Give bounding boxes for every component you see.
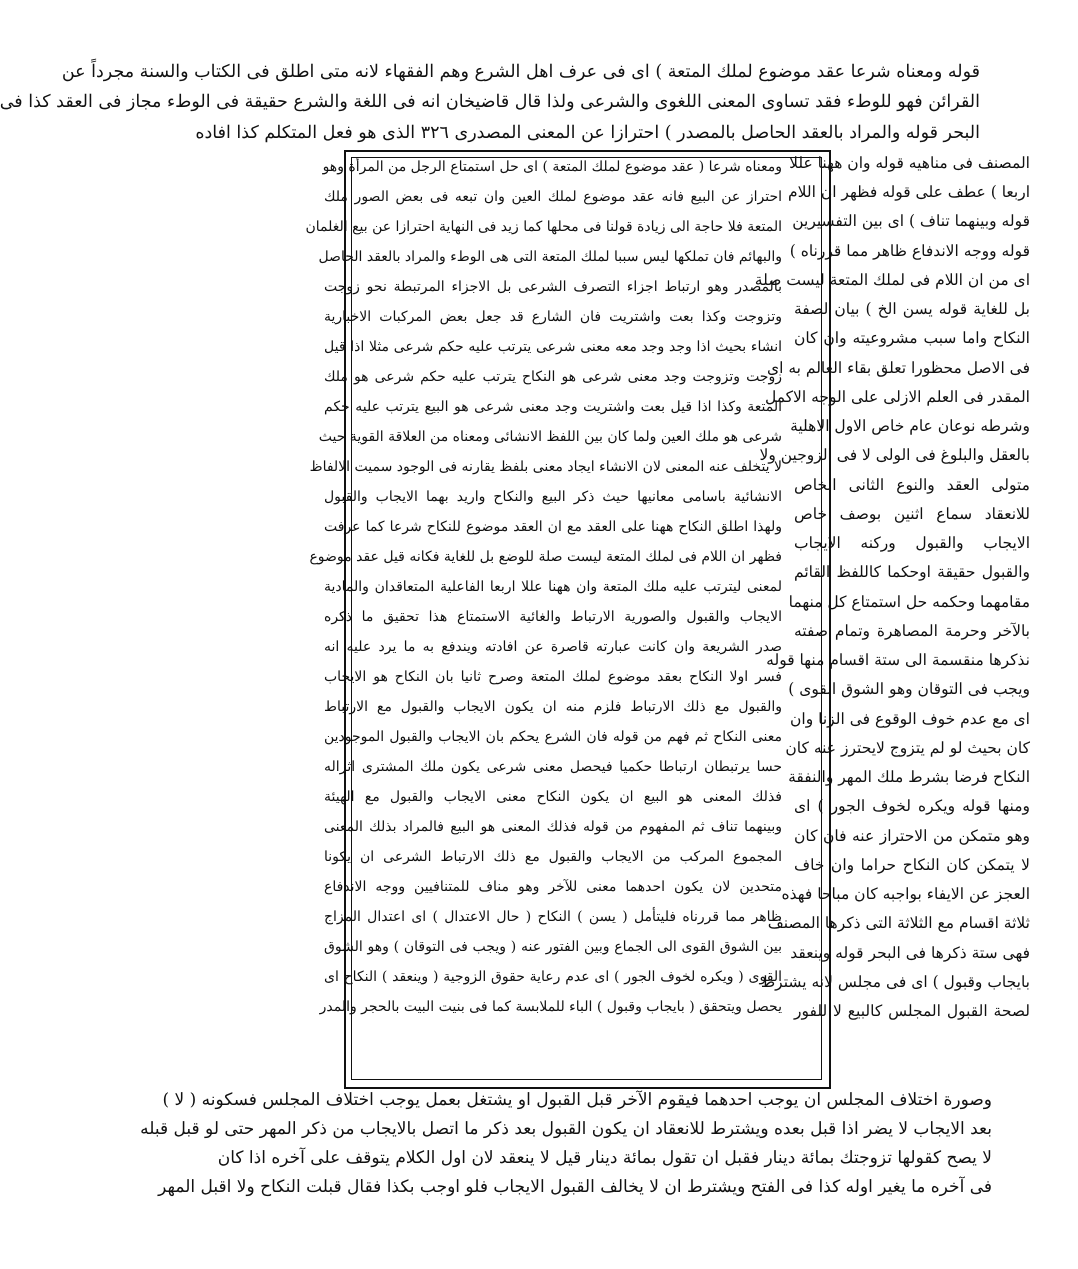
main-line: معنى النكاح ثم فهم من قوله فان الشرع يحكم بان الايجاب والقبول الموجودين <box>324 729 782 745</box>
margin-line: ثلاثة اقسام مع الثلاثة التى ذكرها المصنف <box>767 914 1030 932</box>
margin-line: المصنف فى مناهيه قوله وان ههنا عللا <box>789 154 1030 172</box>
main-line: فسر اولا النكاح بعقد موضوع لملك المتعة وصرح ثانيا بان النكاح هو الايجاب <box>324 669 782 685</box>
margin-line: بالعقل والبلوغ فى الولى لا فى الزوجين ولا <box>759 446 1030 464</box>
bottom-line: لا يصح كقولها تزوجتك بمائة دينار فقبل ان تقول بمائة دينار قيل لا ينعقد لان اول الكلام يتوقف على آخره اذا كان <box>217 1148 992 1168</box>
margin-line: ويجب فى التوقان وهو الشوق القوى ) <box>788 680 1030 698</box>
main-line: والبهائم فان تملكها ليس سببا لملك المتعة التى هى الوطء والمراد بالعقد الحاصل <box>318 249 782 265</box>
margin-line: العجز عن الايفاء بواجبه كان مباحا فهذه <box>781 885 1030 903</box>
margin-line: المقدر فى العلم الازلى على الوجه الاكمل <box>764 388 1030 406</box>
margin-line: اى من ان اللام فى لملك المتعة ليست صلة <box>754 271 1030 289</box>
margin-line: فهى ستة ذكرها فى البحر قوله وينعقد <box>790 944 1030 962</box>
main-line: متحدين لان يكون احدهما معنى للآخر وهو مناف للمتنافيين ووجه الاندفاع <box>324 879 782 895</box>
bottom-line: فى آخره ما يغير اوله كذا فى الفتح ويشترط ان لا يخالف القبول الايجاب فلو اوجب بكذا فقال قبلت النكاح ولا اقبل المهر <box>158 1177 992 1197</box>
margin-line: متولى العقد والنوع الثانى الخاص <box>794 476 1030 494</box>
margin-line: اربعا ) عطف على قوله فظهر ان اللام <box>788 183 1030 201</box>
main-line: احتراز عن البيع فانه عقد موضوع لملك العين وان تبعه فى بعض الصور ملك <box>324 189 782 205</box>
main-line: وتزوجت وكذا بعت واشتريت فان الشارع قد جعل بعض المركبات الاخبارية <box>324 309 782 325</box>
margin-line: قوله ووجه الاندفاع ظاهر مما قررناه ) <box>789 242 1030 260</box>
main-line: لا يتخلف عنه المعنى لان الانشاء ايجاد معنى بلفظ يقارنه فى الوجود سميت الالفاظ <box>309 459 782 475</box>
main-line: المجموع المركب من الايجاب والقبول مع ذلك الارتباط الشرعى ان يكونا <box>324 849 782 865</box>
main-line: ظاهر مما قررناه فليتأمل ( يسن ) النكاح ( حال الاعتدال ) اى اعتدال المزاج <box>324 909 782 925</box>
margin-line: للانعقاد سماع اثنين بوصف خاص <box>794 505 1030 523</box>
margin-line: بايجاب وقبول ) اى فى مجلس لانه يشترط <box>760 973 1030 991</box>
main-line: المتعة فلا حاجة الى زيادة قولنا فى محلها كما زيد فى النهاية احترازا عن بيع الغلمان <box>305 219 782 235</box>
margin-line: فى الاصل محظورا تعلق بقاء العالم به اى <box>766 359 1030 377</box>
margin-line: لا يتمكن كان النكاح حراما وان خاف <box>794 856 1030 874</box>
margin-line: لصحة القبول المجلس كالبيع لا للفور <box>794 1002 1030 1020</box>
main-line: القوى ( ويكره لخوف الجور ) اى عدم رعاية حقوق الزوجية ( وينعقد ) النكاح اى <box>324 969 782 985</box>
margin-line: ومنها قوله ويكره لخوف الجور ) اى <box>794 797 1030 815</box>
bottom-line: وصورة اختلاف المجلس ان يوجب احدهما فيقوم الآخر قبل القبول او يشتغل بعمل يوجب اختلاف المجلس فسكونه ( لا ) <box>162 1090 992 1110</box>
main-line: شرعى هو ملك العين ولما كان بين اللفظ الانشائى ومعناه من العلاقة القوية حيث <box>318 429 782 445</box>
top-line: القرائن فهو للوطء فقد تساوى المعنى اللغوى والشرعى ولذا قال قاضيخان انه فى اللغة والشرع حقيقة فى الوطء مجاز فى العقد كذا فى <box>0 92 980 112</box>
margin-line: والقبول حقيقة اوحكما كاللفظ القائم <box>794 563 1030 581</box>
margin-line: وهو متمكن من الاحتراز عنه فان كان <box>794 827 1030 845</box>
main-line: ومعناه شرعا ( عقد موضوع لملك المتعة ) اى حل استمتاع الرجل من المرأة وهو <box>322 159 782 175</box>
margin-line: بالآخر وحرمة المصاهرة وتمام صفته <box>794 622 1030 640</box>
margin-line: وشرطه نوعان عام خاص الاول الاهلية <box>790 417 1030 435</box>
top-line: قوله ومعناه شرعا عقد موضوع لملك المتعة ) اى فى عرف اهل الشرع وهم الفقهاء لانه متى اطلق فى الكتاب والسنة مجرداً عن <box>61 62 980 82</box>
main-line: انشاء بحيث اذا وجد وجد معه معنى شرعى يترتب عليه حكم شرعى مثلا اذا قيل <box>324 339 782 355</box>
margin-line: نذكرها منقسمة الى ستة اقسام منها قوله <box>766 651 1030 669</box>
main-line: الانشائية باسامى معانيها حيث ذكر البيع والنكاح واريد بهما الايجاب والقبول <box>324 489 782 505</box>
main-line: ولهذا اطلق النكاح ههنا على العقد مع ان العقد موضوع للنكاح شرعا كما عرفت <box>324 519 782 535</box>
bottom-line: بعد الايجاب لا يضر اذا قبل بعده ويشترط للانعقاد ان يكون القبول بعد ذكر ما اتصل بالايجاب من ذكر المهر حتى لو قبل قبله <box>140 1119 992 1139</box>
main-line: صدر الشريعة وان كانت عبارته قاصرة عن افادته ويندفع به ما يرد عليه انه <box>324 639 782 655</box>
margin-line: كان بحيث لو لم يتزوج لايحترز عنه كان <box>785 739 1030 757</box>
main-line: لمعنى ليترتب عليه ملك المتعة وان ههنا عللا اربعا الفاعلية المتعاقدان والمادية <box>324 579 782 595</box>
main-line: حسا يرتبطان ارتباطا حكميا فيحصل معنى شرعى يكون ملك المشترى اثراله <box>324 759 782 775</box>
main-line: فظهر ان اللام فى لملك المتعة ليست صلة للوضع بل للغاية فكانه قيل عقد موضوع <box>309 549 782 565</box>
margin-line: الايجاب والقبول وركنه الايجاب <box>794 534 1030 552</box>
main-line: زوجت وتزوجت وجد معنى شرعى هو النكاح يترتب عليه حكم شرعى هو ملك <box>324 369 782 385</box>
margin-line: قوله وبينهما تناف ) اى بين التفسيرين <box>792 212 1030 230</box>
margin-line: اى مع عدم خوف الوقوع فى الزنا وان <box>790 710 1030 728</box>
main-line: فذلك المعنى هو البيع ان يكون النكاح معنى الايجاب والقبول مع الهيئة <box>324 789 782 805</box>
main-line: يحصل ويتحقق ( بايجاب وقبول ) الباء للملابسة كما فى بنيت البيت بالحجر والمدر <box>319 999 782 1015</box>
top-line: البحر قوله والمراد بالعقد الحاصل بالمصدر ) احترازا عن المعنى المصدرى ٣٢٦ الذى هو فعل المتكلم كذا افاده <box>195 123 980 143</box>
margin-line: مقامهما وحكمه حل استمتاع كل منهما <box>788 593 1030 611</box>
main-line: الايجاب والقبول والصورية الارتباط والغائية الاستمتاع هذا تحقيق ما ذكره <box>324 609 782 625</box>
main-line: بين الشوق القوى الى الجماع وبين الفتور عنه ( ويجب فى التوقان ) وهو الشوق <box>324 939 782 955</box>
main-line: وبينهما تناف ثم المفهوم من قوله فذلك المعنى هو البيع فالمراد بذلك المعنى <box>324 819 782 835</box>
main-line: والقبول مع ذلك الارتباط فلزم منه ان يكون الايجاب والقبول مع الارتباط <box>324 699 782 715</box>
margin-line: النكاح واما سبب مشروعيته وان كان <box>794 329 1030 347</box>
main-line: بالمصدر وهو ارتباط اجزاء التصرف الشرعى بل الاجزاء المرتبطة نحو زوجت <box>324 279 782 295</box>
margin-line: النكاح فرضا بشرط ملك المهر والنفقة <box>788 768 1030 786</box>
main-line: المتعة وكذا اذا قيل بعت واشتريت وجد معنى شرعى هو البيع يترتب عليه حكم <box>324 399 782 415</box>
margin-line: بل للغاية قوله يسن الخ ) بيان لصفة <box>794 300 1030 318</box>
